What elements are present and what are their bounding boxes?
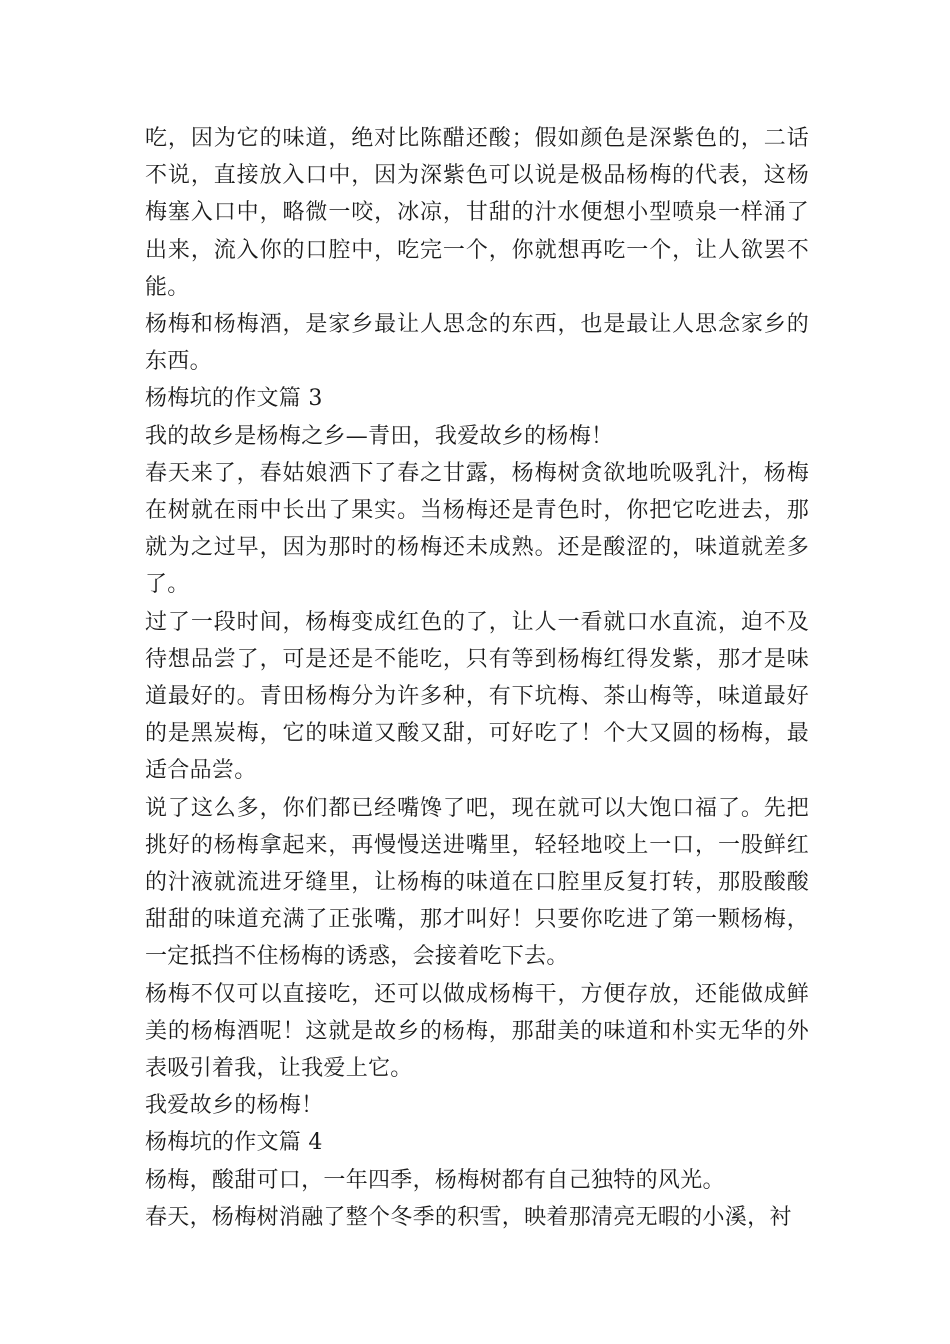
paragraph-eating: 说了这么多，你们都已经嘴馋了吧，现在就可以大饱口福了。先把挑好的杨梅拿起来，再慢慢送进嘴里，轻轻地咬上一口，一股鲜红的汁液就流进牙缝里，让杨梅的味道在口腔里反复打转，那股酸酸甜甜的味道充满了正张嘴，那才叫好！只要你吃进了第一颗杨梅，一定抵挡不住杨梅的诱惑，会接着吃下去。	[145, 795, 809, 970]
paragraph-love: 我爱故乡的杨梅！	[145, 1093, 324, 1119]
paragraph-spring-tree: 春天，杨梅树消融了整个冬季的积雪，映着那清亮无暇的小溪，衬	[145, 1204, 792, 1230]
paragraph-seasons: 杨梅，酸甜可口，一年四季，杨梅树都有自己独特的风光。	[145, 1167, 725, 1193]
paragraph-hometown: 我的故乡是杨梅之乡—青田，我爱故乡的杨梅！	[145, 423, 614, 449]
section-heading-4: 杨梅坑的作文篇 4	[145, 1130, 323, 1156]
paragraph-ripening: 过了一段时间，杨梅变成红色的了，让人一看就口水直流，迫不及待想品尝了，可是还是不能吃，只有等到杨梅红得发紫，那才是味道最好的。青田杨梅分为许多种，有下坑梅、茶山梅等，味道最好的是黑炭梅，它的味道又酸又甜，可好吃了！个大又圆的杨梅，最适合品尝。	[145, 609, 809, 784]
paragraph-yangmei-taste: 吃，因为它的味道，绝对比陈醋还酸；假如颜色是深紫色的，二话不说，直接放入口中，因为深紫色可以说是极品杨梅的代表，这杨梅塞入口中，略微一咬，冰凉，甘甜的汁水便想小型喷泉一样涌了出来，流入你的口腔中，吃完一个，你就想再吃一个，让人欲罢不能。	[145, 126, 809, 300]
section-heading-3: 杨梅坑的作文篇 3	[145, 386, 323, 412]
paragraph-uses: 杨梅不仅可以直接吃，还可以做成杨梅干，方便存放，还能做成鲜美的杨梅酒呢！这就是故乡的杨梅，那甜美的味道和朴实无华的外表吸引着我，让我爱上它。	[145, 981, 809, 1082]
paragraph-spring: 春天来了，春姑娘洒下了春之甘露，杨梅树贪欲地吮吸乳汁，杨梅在树就在雨中长出了果实。当杨梅还是青色时，你把它吃进去，那就为之过早，因为那时的杨梅还未成熟。还是酸涩的，味道就差多了。	[145, 460, 809, 598]
document-page	[145, 120, 809, 1236]
paragraph-yangmei-wine: 杨梅和杨梅酒，是家乡最让人思念的东西，也是最让人思念家乡的东西。	[145, 312, 809, 375]
